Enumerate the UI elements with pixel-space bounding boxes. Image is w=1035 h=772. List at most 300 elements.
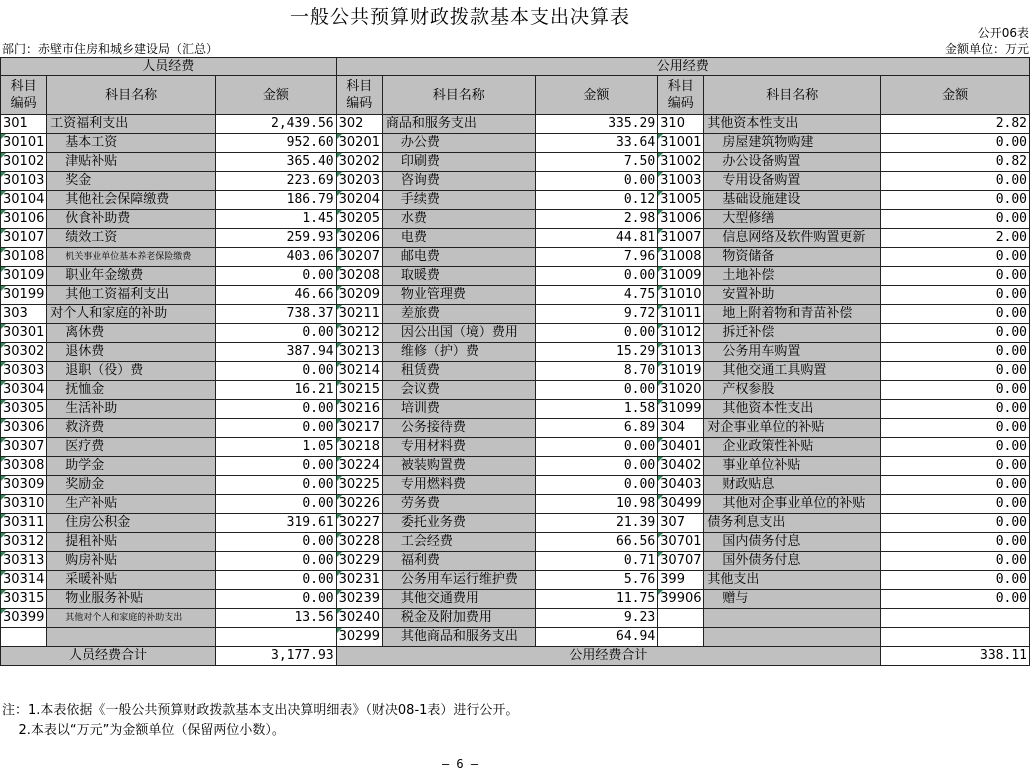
amount-value xyxy=(216,628,337,647)
amount-value: 0.00 xyxy=(216,324,337,343)
department-label: 部门：赤壁市住房和城乡建设局（汇总） xyxy=(2,42,219,56)
subject-code: 30707 xyxy=(658,552,704,571)
subject-code: 302 xyxy=(336,115,382,134)
table-row xyxy=(1,400,1030,419)
amount-value: 46.66 xyxy=(216,286,337,305)
amount-value xyxy=(881,609,1030,628)
amount-value: 66.56 xyxy=(535,533,658,552)
column-header-name: 科目名称 xyxy=(704,76,881,115)
table-row xyxy=(1,153,1030,172)
amount-value: 0.00 xyxy=(216,571,337,590)
subject-name: 福利费 xyxy=(382,552,535,571)
column-header-name: 科目名称 xyxy=(47,76,216,115)
subject-code: 31008 xyxy=(658,248,704,267)
subject-code: 30214 xyxy=(336,362,382,381)
amount-value: 0.00 xyxy=(535,438,658,457)
subject-name: 绩效工资 xyxy=(47,229,216,248)
table-row xyxy=(1,210,1030,229)
subject-name: 国外债务付息 xyxy=(704,552,881,571)
subject-code: 30240 xyxy=(336,609,382,628)
subject-name: 救济费 xyxy=(47,419,216,438)
amount-value: 4.75 xyxy=(535,286,658,305)
subject-name: 其他对个人和家庭的补助支出 xyxy=(47,609,216,628)
subject-name: 维修（护）费 xyxy=(382,343,535,362)
subject-name: 房屋建筑物购建 xyxy=(704,134,881,153)
subject-code: 30207 xyxy=(336,248,382,267)
amount-value: 0.00 xyxy=(881,514,1030,533)
table-row xyxy=(1,609,1030,628)
subject-code: 30218 xyxy=(336,438,382,457)
amount-value: 738.37 xyxy=(216,305,337,324)
subject-code: 39906 xyxy=(658,590,704,609)
subject-name: 安置补助 xyxy=(704,286,881,305)
subject-code: 30104 xyxy=(1,191,47,210)
table-row xyxy=(1,628,1030,647)
subject-name: 事业单位补贴 xyxy=(704,457,881,476)
subject-name: 其他资本性支出 xyxy=(704,115,881,134)
table-row xyxy=(1,571,1030,590)
subject-code: 30311 xyxy=(1,514,47,533)
subject-code: 30204 xyxy=(336,191,382,210)
subject-code: 30299 xyxy=(336,628,382,647)
subject-code: 31009 xyxy=(658,267,704,286)
table-row xyxy=(1,172,1030,191)
subject-name: 债务利息支出 xyxy=(704,514,881,533)
subject-code: 30231 xyxy=(336,571,382,590)
amount-value: 0.00 xyxy=(881,362,1030,381)
amount-value: 0.00 xyxy=(216,495,337,514)
table-row xyxy=(1,419,1030,438)
amount-value: 0.00 xyxy=(881,476,1030,495)
table-row xyxy=(1,362,1030,381)
amount-value: 0.00 xyxy=(881,172,1030,191)
amount-value: 0.00 xyxy=(881,343,1030,362)
amount-value: 0.12 xyxy=(535,191,658,210)
subject-name: 办公设备购置 xyxy=(704,153,881,172)
amount-value: 0.82 xyxy=(881,153,1030,172)
subject-code: 30201 xyxy=(336,134,382,153)
amount-value: 7.50 xyxy=(535,153,658,172)
subject-code: 30305 xyxy=(1,400,47,419)
subject-code: 30225 xyxy=(336,476,382,495)
subject-name: 会议费 xyxy=(382,381,535,400)
subject-name xyxy=(704,628,881,647)
subject-name: 生产补贴 xyxy=(47,495,216,514)
subject-code: 31019 xyxy=(658,362,704,381)
amount-value: 0.00 xyxy=(216,400,337,419)
amount-value: 387.94 xyxy=(216,343,337,362)
amount-value: 0.00 xyxy=(881,533,1030,552)
subject-name: 产权参股 xyxy=(704,381,881,400)
subject-name: 伙食补助费 xyxy=(47,210,216,229)
table-row xyxy=(1,229,1030,248)
subject-name: 差旅费 xyxy=(382,305,535,324)
subject-code: 30212 xyxy=(336,324,382,343)
subject-name: 抚恤金 xyxy=(47,381,216,400)
subject-code: 30217 xyxy=(336,419,382,438)
subject-name: 专用设备购置 xyxy=(704,172,881,191)
amount-value: 64.94 xyxy=(535,628,658,647)
subject-name: 劳务费 xyxy=(382,495,535,514)
subject-code: 30306 xyxy=(1,419,47,438)
subject-code: 31005 xyxy=(658,191,704,210)
subject-code: 30224 xyxy=(336,457,382,476)
amount-value: 13.56 xyxy=(216,609,337,628)
amount-value: 15.29 xyxy=(535,343,658,362)
note-line-2: 2.本表以“万元”为金额单位（保留两位小数）。 xyxy=(2,723,285,738)
amount-value: 0.00 xyxy=(535,172,658,191)
subject-name: 离休费 xyxy=(47,324,216,343)
amount-value: 0.00 xyxy=(881,248,1030,267)
subject-name: 退职（役）费 xyxy=(47,362,216,381)
amount-value: 319.61 xyxy=(216,514,337,533)
subject-code: 30107 xyxy=(1,229,47,248)
section-header-public: 公用经费 xyxy=(336,58,1029,76)
subject-name: 财政贴息 xyxy=(704,476,881,495)
amount-value: 0.00 xyxy=(881,286,1030,305)
subject-name: 税金及附加费用 xyxy=(382,609,535,628)
subject-name: 工会经费 xyxy=(382,533,535,552)
page-title: 一般公共预算财政拨款基本支出决算表 xyxy=(289,6,630,28)
table-row xyxy=(1,552,1030,571)
subject-code: 30403 xyxy=(658,476,704,495)
table-row xyxy=(1,495,1030,514)
subject-name: 培训费 xyxy=(382,400,535,419)
amount-value: 2.00 xyxy=(881,229,1030,248)
subject-code xyxy=(658,609,704,628)
amount-value: 1.58 xyxy=(535,400,658,419)
subject-name: 拆迁补偿 xyxy=(704,324,881,343)
subject-code: 31002 xyxy=(658,153,704,172)
subject-code: 30310 xyxy=(1,495,47,514)
amount-value: 0.00 xyxy=(216,590,337,609)
subject-code: 304 xyxy=(658,419,704,438)
amount-value: 0.00 xyxy=(881,134,1030,153)
subject-code: 30314 xyxy=(1,571,47,590)
subject-name: 其他社会保障缴费 xyxy=(47,191,216,210)
column-header-amount: 金额 xyxy=(881,76,1030,115)
amount-value: 0.00 xyxy=(216,457,337,476)
subject-name: 津贴补贴 xyxy=(47,153,216,172)
amount-value: 0.00 xyxy=(881,210,1030,229)
subject-code: 30307 xyxy=(1,438,47,457)
totals-row xyxy=(1,647,1030,666)
column-header-amount: 金额 xyxy=(535,76,658,115)
subject-name: 办公费 xyxy=(382,134,535,153)
subject-name: 土地补偿 xyxy=(704,267,881,286)
amount-value: 0.00 xyxy=(881,305,1030,324)
page-number: — 6 — xyxy=(441,757,479,771)
subject-name: 公务接待费 xyxy=(382,419,535,438)
table-row xyxy=(1,115,1030,134)
subject-name: 基础设施建设 xyxy=(704,191,881,210)
subject-name: 退休费 xyxy=(47,343,216,362)
subject-code: 30303 xyxy=(1,362,47,381)
amount-value: 16.21 xyxy=(216,381,337,400)
subject-code: 30108 xyxy=(1,248,47,267)
subject-code: 399 xyxy=(658,571,704,590)
table-row xyxy=(1,343,1030,362)
subject-code: 31010 xyxy=(658,286,704,305)
subject-code: 30401 xyxy=(658,438,704,457)
subject-name: 其他资本性支出 xyxy=(704,400,881,419)
amount-value: 223.69 xyxy=(216,172,337,191)
subject-name: 住房公积金 xyxy=(47,514,216,533)
amount-value: 0.00 xyxy=(881,267,1030,286)
amount-value: 0.00 xyxy=(881,419,1030,438)
amount-value: 365.40 xyxy=(216,153,337,172)
amount-value: 186.79 xyxy=(216,191,337,210)
subject-code: 30302 xyxy=(1,343,47,362)
subject-code: 30308 xyxy=(1,457,47,476)
column-header-code: 科目 编码 xyxy=(336,76,382,115)
amount-value: 5.76 xyxy=(535,571,658,590)
subject-name: 其他支出 xyxy=(704,571,881,590)
expenditure-table xyxy=(0,57,1030,666)
subject-name: 物资储备 xyxy=(704,248,881,267)
subject-code: 31011 xyxy=(658,305,704,324)
subject-name: 企业政策性补贴 xyxy=(704,438,881,457)
table-row xyxy=(1,476,1030,495)
subject-code: 30208 xyxy=(336,267,382,286)
subject-code: 31006 xyxy=(658,210,704,229)
amount-value: 0.00 xyxy=(216,267,337,286)
subject-code: 30312 xyxy=(1,533,47,552)
table-row xyxy=(1,324,1030,343)
amount-value: 0.71 xyxy=(535,552,658,571)
subject-code: 30399 xyxy=(1,609,47,628)
table-row xyxy=(1,248,1030,267)
subject-code: 30229 xyxy=(336,552,382,571)
amount-value: 0.00 xyxy=(881,381,1030,400)
amount-value: 0.00 xyxy=(535,476,658,495)
subject-name: 奖励金 xyxy=(47,476,216,495)
subject-code: 30216 xyxy=(336,400,382,419)
table-row xyxy=(1,286,1030,305)
subject-name: 对企事业单位的补贴 xyxy=(704,419,881,438)
subject-code: 30309 xyxy=(1,476,47,495)
amount-value: 0.00 xyxy=(216,552,337,571)
subject-name: 印刷费 xyxy=(382,153,535,172)
subject-name: 地上附着物和青苗补偿 xyxy=(704,305,881,324)
subject-code: 30213 xyxy=(336,343,382,362)
amount-value: 259.93 xyxy=(216,229,337,248)
amount-value: 33.64 xyxy=(535,134,658,153)
amount-value: 1.05 xyxy=(216,438,337,457)
subject-code: 30205 xyxy=(336,210,382,229)
amount-value: 1.45 xyxy=(216,210,337,229)
subject-code: 31013 xyxy=(658,343,704,362)
amount-value: 0.00 xyxy=(881,438,1030,457)
subject-name: 被装购置费 xyxy=(382,457,535,476)
amount-value: 0.00 xyxy=(216,533,337,552)
subject-name: 公务用车运行维护费 xyxy=(382,571,535,590)
public-total-label: 公用经费合计 xyxy=(336,647,881,666)
subject-code: 30199 xyxy=(1,286,47,305)
amount-value: 11.75 xyxy=(535,590,658,609)
subject-name: 商品和服务支出 xyxy=(382,115,535,134)
subject-name: 其他交通费用 xyxy=(382,590,535,609)
amount-value: 8.70 xyxy=(535,362,658,381)
note-line-1: 注：1.本表依据《一般公共预算财政拨款基本支出决算明细表》（财决08-1表）进行公开。 xyxy=(2,703,519,718)
subject-name: 大型修缮 xyxy=(704,210,881,229)
table-row xyxy=(1,191,1030,210)
amount-value: 9.72 xyxy=(535,305,658,324)
subject-code: 30315 xyxy=(1,590,47,609)
subject-name: 专用材料费 xyxy=(382,438,535,457)
subject-name: 提租补贴 xyxy=(47,533,216,552)
amount-value: 0.00 xyxy=(881,495,1030,514)
subject-name: 对个人和家庭的补助 xyxy=(47,305,216,324)
subject-name: 医疗费 xyxy=(47,438,216,457)
subject-name: 邮电费 xyxy=(382,248,535,267)
amount-value: 0.00 xyxy=(881,552,1030,571)
table-row xyxy=(1,134,1030,153)
subject-name: 委托业务费 xyxy=(382,514,535,533)
table-row xyxy=(1,590,1030,609)
subject-code: 30102 xyxy=(1,153,47,172)
amount-value xyxy=(881,628,1030,647)
subject-code: 31003 xyxy=(658,172,704,191)
section-header-personnel: 人员经费 xyxy=(1,58,337,76)
amount-value: 952.60 xyxy=(216,134,337,153)
subject-code: 31012 xyxy=(658,324,704,343)
subject-code: 30206 xyxy=(336,229,382,248)
subject-name xyxy=(47,628,216,647)
table-row xyxy=(1,305,1030,324)
subject-name: 公务用车购置 xyxy=(704,343,881,362)
subject-name: 电费 xyxy=(382,229,535,248)
subject-name: 专用燃料费 xyxy=(382,476,535,495)
subject-name xyxy=(704,609,881,628)
subject-code: 30301 xyxy=(1,324,47,343)
subject-code: 30103 xyxy=(1,172,47,191)
personnel-total-label: 人员经费合计 xyxy=(1,647,216,666)
amount-value: 9.23 xyxy=(535,609,658,628)
subject-name: 租赁费 xyxy=(382,362,535,381)
subject-name: 职业年金缴费 xyxy=(47,267,216,286)
amount-unit-label: 金额单位：万元 xyxy=(944,42,1029,56)
subject-code: 30215 xyxy=(336,381,382,400)
amount-value: 0.00 xyxy=(881,400,1030,419)
subject-name: 工资福利支出 xyxy=(47,115,216,134)
subject-name: 购房补贴 xyxy=(47,552,216,571)
amount-value: 0.00 xyxy=(881,590,1030,609)
subject-code: 30228 xyxy=(336,533,382,552)
subject-code: 30499 xyxy=(658,495,704,514)
amount-value: 0.00 xyxy=(881,457,1030,476)
subject-code: 30203 xyxy=(336,172,382,191)
subject-code: 307 xyxy=(658,514,704,533)
subject-name: 因公出国（境）费用 xyxy=(382,324,535,343)
subject-name: 物业服务补贴 xyxy=(47,590,216,609)
amount-value: 0.00 xyxy=(216,476,337,495)
amount-value: 10.98 xyxy=(535,495,658,514)
subject-code xyxy=(1,628,47,647)
subject-code: 31099 xyxy=(658,400,704,419)
table-row xyxy=(1,267,1030,286)
subject-code: 31020 xyxy=(658,381,704,400)
public-total-value: 338.11 xyxy=(881,647,1030,666)
subject-name: 其他交通工具购置 xyxy=(704,362,881,381)
amount-value: 7.96 xyxy=(535,248,658,267)
subject-code: 30227 xyxy=(336,514,382,533)
amount-value: 2.82 xyxy=(881,115,1030,134)
subject-name: 咨询费 xyxy=(382,172,535,191)
subject-name: 信息网络及软件购置更新 xyxy=(704,229,881,248)
amount-value: 44.81 xyxy=(535,229,658,248)
subject-code: 310 xyxy=(658,115,704,134)
subject-name: 物业管理费 xyxy=(382,286,535,305)
subject-code: 30313 xyxy=(1,552,47,571)
table-row xyxy=(1,457,1030,476)
subject-code: 30402 xyxy=(658,457,704,476)
amount-value: 335.29 xyxy=(535,115,658,134)
subject-code xyxy=(658,628,704,647)
amount-value: 0.00 xyxy=(535,267,658,286)
subject-code: 30211 xyxy=(336,305,382,324)
subject-name: 水费 xyxy=(382,210,535,229)
subject-code: 30106 xyxy=(1,210,47,229)
subject-code: 30304 xyxy=(1,381,47,400)
subject-name: 其他商品和服务支出 xyxy=(382,628,535,647)
amount-value: 21.39 xyxy=(535,514,658,533)
subject-name: 国内债务付息 xyxy=(704,533,881,552)
subject-name: 基本工资 xyxy=(47,134,216,153)
subject-name: 取暖费 xyxy=(382,267,535,286)
subject-name: 采暖补贴 xyxy=(47,571,216,590)
amount-value: 0.00 xyxy=(881,571,1030,590)
subject-name: 生活补助 xyxy=(47,400,216,419)
subject-code: 301 xyxy=(1,115,47,134)
subject-code: 30109 xyxy=(1,267,47,286)
amount-value: 0.00 xyxy=(535,457,658,476)
personnel-total-value: 3,177.93 xyxy=(216,647,337,666)
amount-value: 0.00 xyxy=(881,191,1030,210)
subject-code: 31007 xyxy=(658,229,704,248)
table-row xyxy=(1,381,1030,400)
table-row xyxy=(1,514,1030,533)
amount-value: 2,439.56 xyxy=(216,115,337,134)
subject-code: 30226 xyxy=(336,495,382,514)
subject-name: 奖金 xyxy=(47,172,216,191)
subject-name: 赠与 xyxy=(704,590,881,609)
column-header-code: 科目 编码 xyxy=(1,76,47,115)
column-header-code: 科目 编码 xyxy=(658,76,704,115)
column-header-name: 科目名称 xyxy=(382,76,535,115)
subject-code: 30239 xyxy=(336,590,382,609)
amount-value: 403.06 xyxy=(216,248,337,267)
amount-value: 0.00 xyxy=(535,324,658,343)
subject-name: 其他对企事业单位的补贴 xyxy=(704,495,881,514)
amount-value: 2.98 xyxy=(535,210,658,229)
amount-value: 0.00 xyxy=(216,419,337,438)
column-header-amount: 金额 xyxy=(216,76,337,115)
subject-code: 303 xyxy=(1,305,47,324)
subject-code: 30101 xyxy=(1,134,47,153)
subject-code: 30202 xyxy=(336,153,382,172)
table-row xyxy=(1,533,1030,552)
subject-code: 30209 xyxy=(336,286,382,305)
amount-value: 0.00 xyxy=(535,381,658,400)
table-row xyxy=(1,438,1030,457)
amount-value: 0.00 xyxy=(881,324,1030,343)
subject-name: 手续费 xyxy=(382,191,535,210)
form-number: 公开06表 xyxy=(977,26,1029,40)
subject-code: 31001 xyxy=(658,134,704,153)
amount-value: 0.00 xyxy=(216,362,337,381)
subject-name: 其他工资福利支出 xyxy=(47,286,216,305)
